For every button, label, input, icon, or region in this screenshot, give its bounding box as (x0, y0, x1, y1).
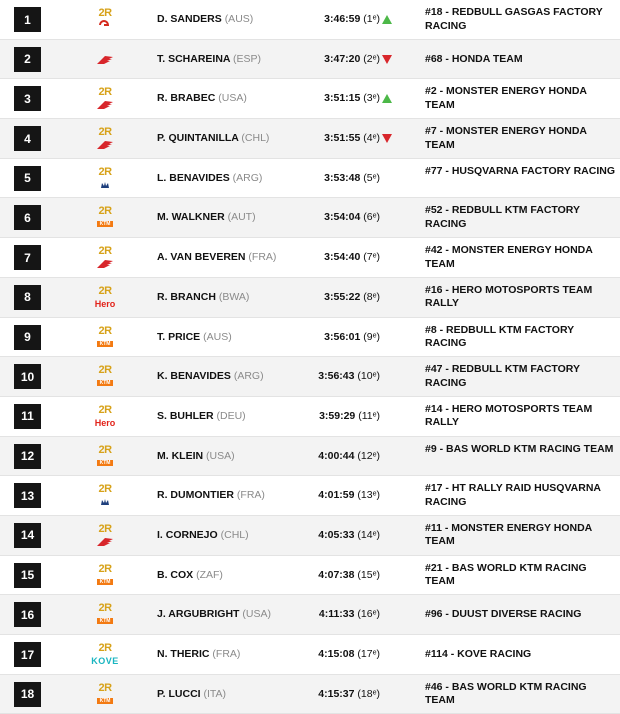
honda-wing-icon (96, 536, 114, 548)
team-name[interactable]: #46 - BAS WORLD KTM RACING TEAM (425, 680, 587, 707)
rally-badge: 2R (98, 245, 112, 258)
team-logo (88, 637, 122, 673)
table-row[interactable] (0, 437, 620, 477)
rider-nationality: (ESP) (233, 52, 262, 65)
rider-name[interactable] (157, 489, 265, 501)
gasgas-logo-icon (98, 20, 112, 32)
hero-logo-icon (95, 417, 116, 429)
rank-badge: 3 (14, 86, 41, 111)
ktm-logo-icon (97, 615, 113, 627)
rider-name[interactable] (157, 53, 261, 65)
rider-nationality: (BWA) (218, 290, 250, 303)
stage-position: (6ᵉ) (363, 211, 380, 224)
stage-time (318, 688, 380, 700)
stage-time (324, 331, 380, 343)
husqvarna-crown-icon (100, 179, 110, 191)
stage-position: (10ᵉ) (357, 370, 380, 383)
team-name[interactable]: #42 - MONSTER ENERGY HONDA TEAM (425, 244, 593, 270)
stage-position: (1ᵉ) (363, 13, 380, 25)
stage-time-value: 4:01:59 (318, 489, 355, 502)
stage-position: (15ᵉ) (357, 568, 380, 581)
stage-position: (2ᵉ) (363, 52, 380, 65)
trend-up-icon (382, 15, 392, 24)
honda-wing-icon (96, 258, 114, 270)
table-row[interactable] (0, 119, 620, 159)
rider-name-text: D. SANDERS (157, 13, 222, 25)
stage-time (324, 92, 380, 104)
team-name[interactable]: #16 - HERO MOTOSPORTS TEAM RALLY (425, 283, 593, 310)
team-logo (88, 42, 122, 78)
team-logo (88, 200, 122, 236)
rank-badge: 11 (14, 404, 41, 429)
team-name[interactable]: #114 - KOVE RACING (425, 648, 532, 660)
rider-name-text: T. PRICE (157, 330, 201, 343)
team-name[interactable]: #18 - REDBULL GASGAS FACTORY RACING (425, 6, 603, 32)
table-row[interactable] (0, 40, 620, 80)
rider-nationality: (ARG) (233, 370, 264, 383)
table-row[interactable] (0, 159, 620, 199)
stage-position: (16ᵉ) (357, 608, 380, 621)
rider-name[interactable] (157, 688, 226, 700)
rider-name[interactable] (157, 172, 262, 184)
rider-name[interactable] (157, 331, 232, 343)
team-name[interactable]: #96 - DUUST DIVERSE RACING (425, 608, 582, 621)
rank-badge: 12 (14, 444, 41, 469)
rank-badge: 13 (14, 483, 41, 508)
rider-name[interactable] (157, 370, 264, 382)
rally-badge: 2R (98, 483, 112, 496)
stage-position: (14ᵉ) (357, 528, 380, 541)
stage-time-value: 3:54:04 (324, 211, 361, 224)
ktm-logo-icon (97, 338, 113, 350)
rider-nationality: (CHL) (241, 132, 270, 145)
rider-name[interactable] (157, 132, 269, 144)
stage-time-value: 3:55:22 (324, 290, 361, 303)
stage-time-value: 3:51:55 (324, 132, 361, 145)
ktm-logo-text: KTM (97, 221, 113, 227)
stage-time (324, 251, 380, 263)
trend-up-icon (382, 94, 392, 103)
rider-name-text: N. THERIC (157, 648, 210, 660)
stage-time (318, 648, 380, 660)
honda-wing-icon (96, 99, 114, 111)
rally-badge: 2R (98, 403, 112, 416)
stage-time (318, 370, 380, 382)
ktm-logo-icon (97, 695, 113, 707)
hero-logo-icon (95, 298, 116, 310)
stage-time-value: 3:51:15 (324, 92, 361, 105)
stage-time-value: 3:46:59 (324, 13, 361, 25)
stage-position: (9ᵉ) (363, 330, 380, 343)
ktm-logo-text: KTM (97, 380, 113, 386)
ktm-logo-text: KTM (97, 698, 113, 704)
stage-time-value: 3:56:43 (318, 370, 355, 383)
team-logo (88, 439, 122, 475)
stage-time-value: 4:00:44 (318, 449, 355, 462)
stage-position: (13ᵉ) (357, 489, 380, 502)
table-row[interactable] (0, 397, 620, 437)
stage-time-value: 4:11:33 (318, 608, 355, 621)
ktm-logo-icon (97, 218, 113, 230)
stage-position: (8ᵉ) (363, 290, 380, 303)
rally-badge: 2R (98, 562, 112, 575)
table-row[interactable] (0, 318, 620, 358)
rider-nationality: (FRA) (248, 251, 277, 264)
rally-badge: 2R (98, 324, 112, 337)
table-row[interactable] (0, 198, 620, 238)
team-logo (88, 81, 122, 117)
rider-name-text: M. WALKNER (157, 211, 225, 224)
rider-name-text: I. CORNEJO (157, 528, 218, 541)
ktm-logo-icon (97, 457, 113, 469)
rank-badge: 4 (14, 126, 41, 151)
rally-badge: 2R (98, 165, 112, 178)
stage-time (319, 410, 380, 422)
husqvarna-crown-icon (100, 496, 110, 508)
trend-down-icon (382, 55, 392, 64)
team-logo (88, 677, 122, 713)
team-logo (88, 399, 122, 435)
rally-badge: 2R (98, 205, 112, 218)
table-row[interactable] (0, 476, 620, 516)
stage-position: (3ᵉ) (363, 92, 380, 105)
team-logo (88, 518, 122, 554)
stage-time (324, 132, 380, 144)
stage-time-value: 4:07:38 (318, 568, 355, 581)
team-name[interactable]: #14 - HERO MOTOSPORTS TEAM RALLY (425, 402, 593, 429)
honda-wing-icon (96, 139, 114, 151)
rider-nationality: (USA) (206, 449, 235, 462)
stage-time (324, 291, 380, 303)
rider-name-text: R. BRABEC (157, 92, 216, 105)
team-logo (88, 320, 122, 356)
ktm-logo-icon (97, 377, 113, 389)
rider-name[interactable] (157, 410, 246, 422)
rider-name-text: T. SCHAREINA (157, 52, 231, 65)
ktm-logo-text: KTM (97, 460, 113, 466)
team-logo (88, 2, 122, 38)
rank-badge: 18 (14, 682, 41, 707)
ktm-logo-text: KTM (97, 618, 113, 624)
stage-position: (7ᵉ) (363, 251, 380, 264)
rally-badge: 2R (98, 126, 112, 139)
team-name[interactable]: #2 - MONSTER ENERGY HONDA TEAM (425, 85, 587, 111)
rally-badge: 2R (98, 681, 112, 694)
rider-name[interactable] (157, 648, 240, 660)
rider-nationality: (CHL) (220, 528, 249, 541)
rider-name[interactable] (157, 608, 271, 620)
kove-logo-text: KOVE (91, 656, 119, 666)
rider-nationality: (FRA) (236, 489, 265, 502)
rank-badge: 9 (14, 325, 41, 350)
stage-time (318, 489, 380, 501)
table-row[interactable] (0, 79, 620, 119)
rider-name[interactable] (157, 569, 223, 581)
stage-position: (11ᵉ) (358, 409, 380, 422)
rider-name-text: K. BENAVIDES (157, 370, 231, 383)
rank-badge: 7 (14, 245, 41, 270)
team-name[interactable]: #7 - MONSTER ENERGY HONDA TEAM (425, 125, 587, 151)
rider-name-text: M. KLEIN (157, 449, 204, 462)
team-name[interactable]: #8 - REDBULL KTM FACTORY RACING (425, 323, 574, 349)
rider-name[interactable] (157, 251, 276, 263)
team-logo (88, 597, 122, 633)
table-row[interactable] (0, 278, 620, 318)
table-row[interactable] (0, 595, 620, 635)
rider-name-text: L. BENAVIDES (157, 171, 230, 184)
stage-time (319, 608, 380, 620)
team-name[interactable]: #9 - BAS WORLD KTM RACING TEAM (425, 442, 614, 455)
rider-nationality: (USA) (218, 92, 247, 105)
stage-time-value: 3:59:29 (319, 409, 356, 422)
team-name[interactable]: #77 - HUSQVARNA FACTORY RACING (425, 164, 615, 177)
rally-badge: 2R (98, 86, 112, 99)
honda-wing-icon (96, 54, 114, 66)
stage-time-value: 4:15:37 (318, 687, 355, 700)
rider-nationality: (AUS) (224, 13, 254, 25)
table-row[interactable] (0, 357, 620, 397)
stage-time-value: 3:47:20 (324, 52, 361, 65)
rally-badge: 2R (98, 642, 112, 654)
stage-position: (17ᵉ) (357, 648, 380, 660)
team-name[interactable]: #17 - HT RALLY RAID HUSQVARNA RACING (425, 482, 601, 508)
stage-time-value: 3:56:01 (324, 330, 361, 343)
rank-badge: 10 (14, 364, 41, 389)
rally-badge: 2R (98, 7, 112, 19)
rally-badge: 2R (98, 284, 112, 297)
rider-name-text: A. VAN BEVEREN (157, 251, 246, 264)
team-logo (88, 280, 122, 316)
rider-nationality: (AUT) (227, 211, 256, 224)
stage-position: (18ᵉ) (357, 687, 380, 700)
rally-badge: 2R (98, 602, 112, 615)
stage-time (324, 53, 380, 65)
stage-time-value: 4:15:08 (318, 648, 355, 660)
rider-nationality: (USA) (242, 608, 271, 621)
rider-name-text: B. COX (157, 568, 194, 581)
team-logo (88, 558, 122, 594)
rider-name[interactable] (157, 211, 256, 223)
rally-badge: 2R (98, 522, 112, 535)
rider-nationality: (ZAF) (196, 568, 223, 581)
hero-logo-text: Hero (94, 417, 116, 428)
stage-time-value: 3:53:48 (324, 171, 361, 184)
ktm-logo-icon (97, 576, 113, 588)
stage-time (318, 529, 380, 541)
rank-badge: 14 (14, 523, 41, 548)
team-name[interactable]: #47 - REDBULL KTM FACTORY RACING (425, 363, 580, 389)
rider-nationality: (AUS) (203, 330, 232, 343)
rank-badge: 8 (14, 285, 41, 310)
table-row[interactable] (0, 238, 620, 278)
rider-name[interactable] (157, 291, 249, 303)
rider-nationality: (ITA) (203, 687, 227, 700)
table-row[interactable] (0, 0, 620, 40)
rank-badge: 1 (14, 7, 41, 32)
hero-logo-text: Hero (94, 298, 116, 309)
team-name[interactable]: #11 - MONSTER ENERGY HONDA TEAM (425, 521, 592, 548)
stage-time-value: 3:54:40 (324, 251, 361, 264)
rider-nationality: (FRA) (212, 648, 241, 660)
stage-time (324, 13, 380, 25)
rider-name-text: P. LUCCI (157, 687, 201, 700)
stage-time (318, 450, 380, 462)
stage-time (324, 211, 380, 223)
ktm-logo-text: KTM (97, 579, 113, 585)
ktm-logo-text: KTM (97, 341, 113, 347)
rider-name-text: J. ARGUBRIGHT (157, 608, 240, 621)
rider-nationality: (ARG) (232, 171, 263, 184)
table-row[interactable] (0, 635, 620, 675)
stage-position: (5ᵉ) (363, 171, 380, 184)
rider-name-text: R. BRANCH (157, 290, 216, 303)
rank-badge: 17 (14, 642, 41, 667)
team-name[interactable]: #52 - REDBULL KTM FACTORY RACING (425, 204, 580, 230)
table-row[interactable] (0, 516, 620, 556)
stage-time (324, 172, 380, 184)
rally-badge: 2R (98, 443, 112, 456)
rider-name-text: P. QUINTANILLA (157, 132, 239, 145)
team-logo (88, 161, 122, 197)
rank-badge: 2 (14, 47, 41, 72)
team-logo (88, 359, 122, 395)
table-row[interactable] (0, 556, 620, 596)
stage-time-value: 4:05:33 (318, 528, 355, 541)
rally-badge: 2R (98, 364, 112, 377)
rider-name[interactable] (157, 92, 247, 104)
rider-name-text: S. BUHLER (157, 409, 214, 422)
team-logo (88, 121, 122, 157)
team-logo (88, 478, 122, 514)
stage-time (318, 569, 380, 581)
table-row[interactable] (0, 675, 620, 714)
stage-position: (12ᵉ) (357, 449, 380, 462)
team-logo (88, 240, 122, 276)
kove-logo-icon (91, 655, 119, 667)
trend-down-icon (382, 134, 392, 143)
rank-badge: 15 (14, 563, 41, 588)
team-name[interactable]: #21 - BAS WORLD KTM RACING TEAM (425, 561, 587, 588)
rider-name[interactable] (157, 13, 253, 25)
rider-nationality: (DEU) (216, 409, 246, 422)
rider-name[interactable] (157, 529, 249, 541)
stage-position: (4ᵉ) (363, 132, 380, 145)
rank-badge: 16 (14, 602, 41, 627)
rank-badge: 5 (14, 166, 41, 191)
rider-name-text: R. DUMONTIER (157, 489, 234, 502)
rider-name[interactable] (157, 450, 235, 462)
team-name[interactable]: #68 - HONDA TEAM (425, 52, 523, 65)
rank-badge: 6 (14, 205, 41, 230)
